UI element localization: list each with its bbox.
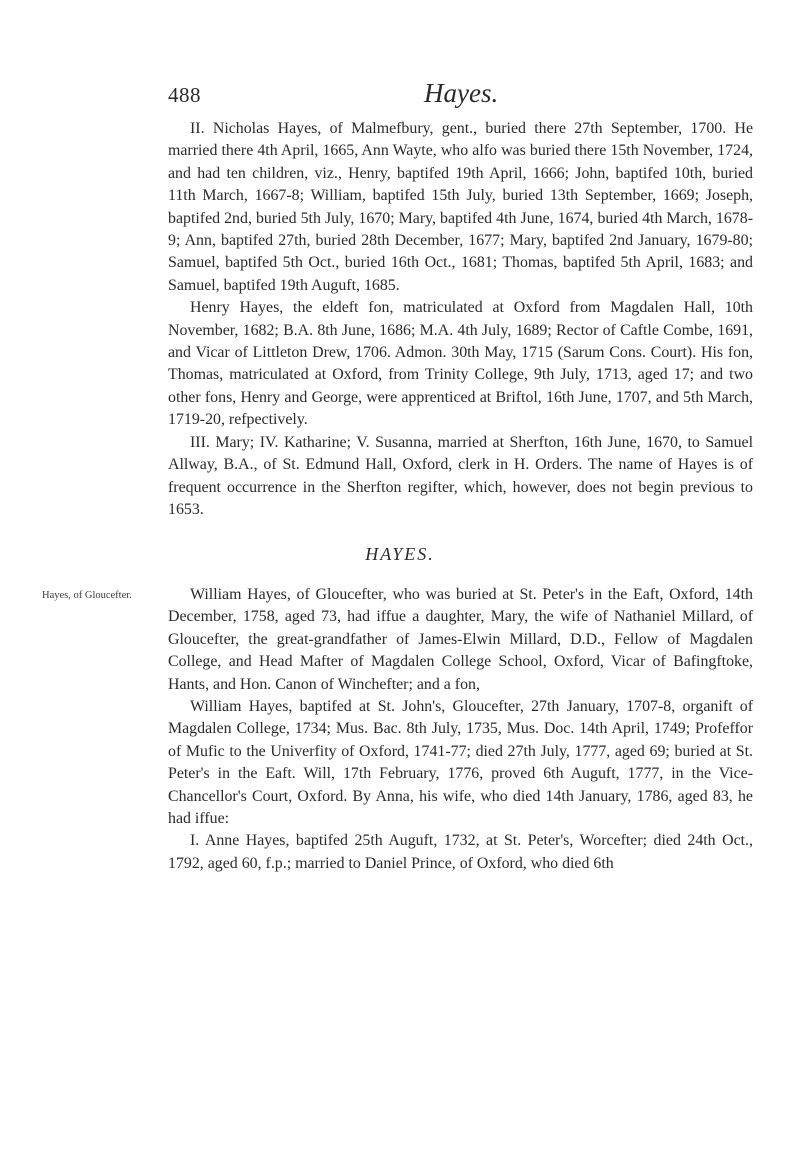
paragraph-william-hayes-gloucester: William Hayes, of Gloucefter, who was buried at St. Peter's in the Eaft, Oxford, 14th December, 1758, aged 73, had iffue a daughter, Mary, the wife of Nathaniel Millard, of Gloucefter, the great-grandfather of James-Elwin Millard, D.D., Fellow of Magdalen College, and Head Mafter of Magdalen College School, Oxford, Vicar of Bafingftoke, Hants, and Hon. Canon of Winchefter; and a fon,	[168, 586, 753, 693]
paragraph-william-hayes-organist: William Hayes, baptifed at St. John's, Gloucefter, 27th January, 1707-8, organift of Magdalen College, 1734; Mus. Bac. 8th July, 1735, Mus. Doc. 14th April, 1749; Profeffor of Mufic to the Univerfity of Oxford, 1741-77; died 27th July, 1777, aged 69; buried at St. Peter's in the Eaft. Will, 17th February, 1776, proved 6th Auguft, 1777, in the Vice-Chancellor's Court, Oxford. By Anna, his wife, who died 14th January, 1786, aged 83, he had iffue:	[168, 698, 753, 828]
section-two	[168, 584, 753, 875]
paragraph-henry-hayes: Henry Hayes, the eldeft fon, matriculated at Oxford from Magdalen Hall, 10th November, 1682; B.A. 8th June, 1686; M.A. 4th July, 1689; Rector of Caftle Combe, 1691, and Vicar of Littleton Drew, 1706. Admon. 30th May, 1715 (Sarum Cons. Court). His fon, Thomas, matriculated at Oxford, from Trinity College, 9th July, 1713, aged 17; and two other fons, Henry and George, were apprenticed at Briftol, 16th June, 1707, and 5th March, 1719-20, refpectively.	[168, 299, 753, 429]
section-one	[168, 118, 753, 521]
section-heading: HAYES.	[365, 544, 435, 564]
paragraph-mary-katharine-susanna: III. Mary; IV. Katharine; V. Susanna, married at Sherfton, 16th June, 1670, to Samuel Allway, B.A., of St. Edmund Hall, Oxford, clerk in H. Orders. The name of Hayes is of frequent occurrence in the Sherfton regifter, which, however, does not begin previous to 1653.	[168, 433, 753, 518]
running-title: Hayes.	[424, 78, 499, 108]
paragraph-nicholas-hayes: II. Nicholas Hayes, of Malmefbury, gent., buried there 27th September, 1700. He married there 4th April, 1665, Ann Wayte, who alfo was buried there 15th November, 1724, and had ten children, viz., Henry, baptifed 19th April, 1666; John, baptifed 10th, buried 11th March, 1667-8; William, baptifed 15th July, buried 13th September, 1669; Joseph, baptifed 2nd, buried 5th July, 1670; Mary, baptifed 4th June, 1674, buried 4th March, 1678-9; Ann, baptifed 27th, buried 28th December, 1677; Mary, baptifed 2nd January, 1679-80; Samuel, baptifed 5th Oct., buried 16th Oct., 1681; Thomas, baptifed 5th April, 1683; and Samuel, baptifed 19th Auguft, 1685.	[168, 120, 753, 294]
margin-note: Hayes, of Gloucefter.	[42, 590, 132, 601]
paragraph-anne-hayes: I. Anne Hayes, baptifed 25th Auguft, 1732, at St. Peter's, Worcefter; died 24th Oct., 1792, aged 60, f.p.; married to Daniel Prince, of Oxford, who died 6th	[168, 832, 753, 872]
page-number: 488	[168, 83, 201, 107]
